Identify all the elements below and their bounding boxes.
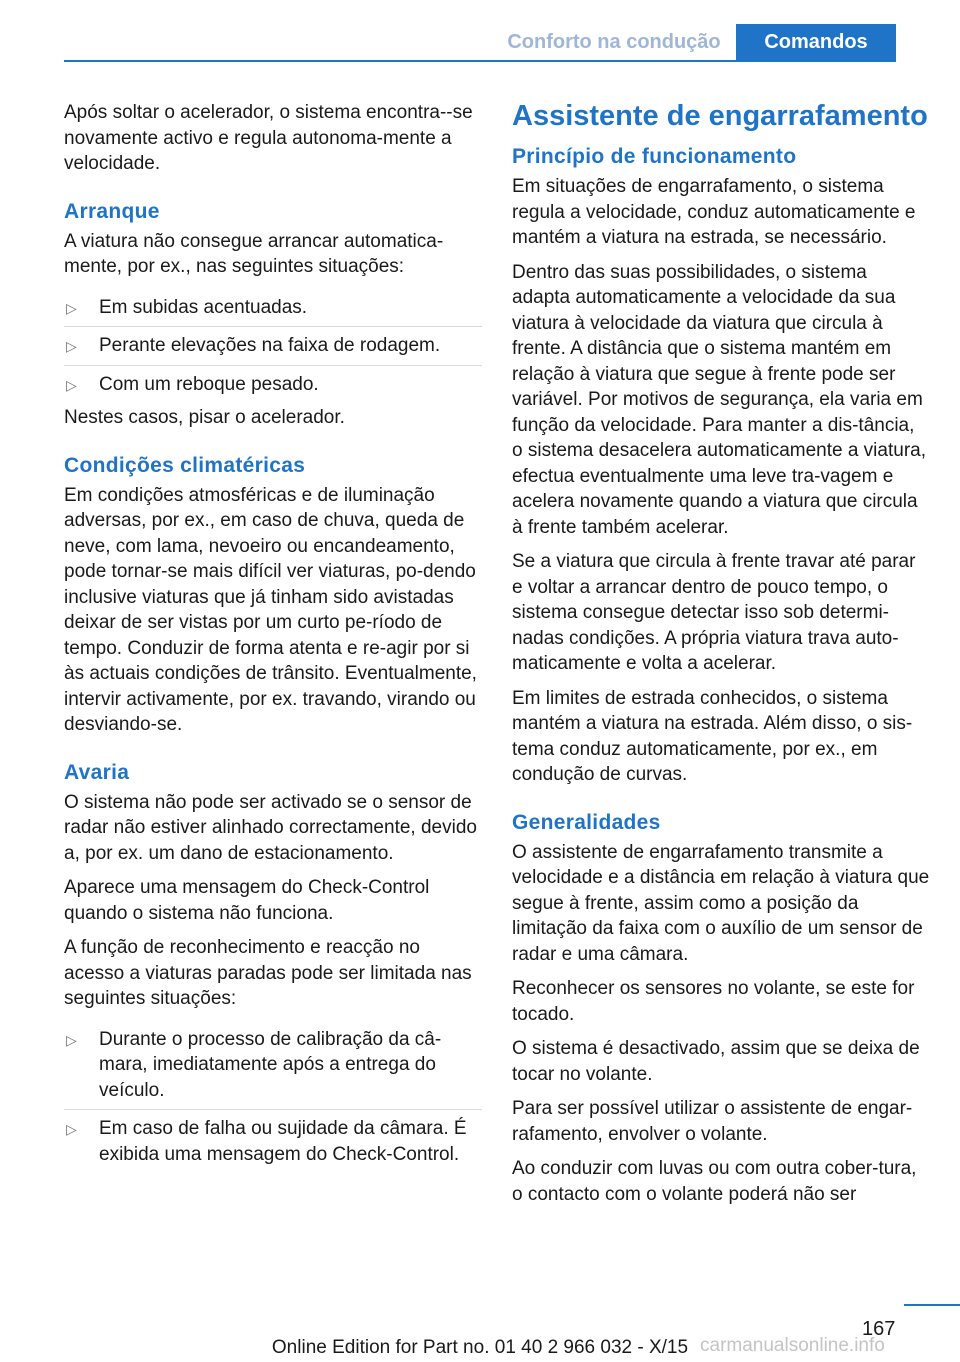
avaria-p3: A função de reconhecimento e reacção no acesso a viaturas paradas pode ser limitada nas seguintes situações: (64, 937, 472, 1009)
edition-footer: Online Edition for Part no. 01 40 2 966 032 - X/15 (271, 1337, 689, 1358)
list-item: ▷ Com um reboque pesado. (64, 366, 482, 404)
arranque-after: Nestes casos, pisar o acelerador. (64, 407, 345, 428)
generalidades-p2: Reconhecer os sensores no volante, se este for tocado. (512, 978, 915, 1025)
arranque-list (64, 289, 482, 404)
chapter-tab[interactable]: Comandos (736, 24, 896, 61)
list-item: ▷ Durante o processo de calibração da câ-mara, imediatamente após a entrega do veículo. (64, 1021, 482, 1111)
avaria-heading: Avaria (64, 760, 130, 784)
principio-p3: Se a viatura que circula à frente travar até parar e voltar a arrancar dentro de pouco tempo, o sistema consegue detectar isso sob determi-nadas condições. A própria viatura trava auto-maticamente e volta a acelerar. (512, 551, 916, 674)
avaria-p2: Aparece uma mensagem do Check-Control quando o sistema não funciona. (64, 877, 430, 924)
list-item: ▷ Em subidas acentuadas. (64, 289, 482, 328)
triangle-bullet-icon: ▷ (66, 338, 77, 354)
list-item: ▷ Em caso de falha ou sujidade da câmara. É exibida uma mensagem do Check-Control. (66, 1118, 467, 1165)
condicoes-heading: Condições climatéricas (64, 453, 306, 477)
generalidades-p3: O sistema é desactivado, assim que se deixa de tocar no volante. (512, 1038, 920, 1085)
header-rule (64, 60, 896, 62)
page-number-rule (904, 1304, 960, 1306)
generalidades-p1: O assistente de engarrafamento transmite a velocidade e a distância em relação à viatura que segue à frente, assim como a posição da limitação da faixa com o auxílio de um sensor de radar e uma câmara. (512, 841, 930, 965)
principio-p1: Em situações de engarrafamento, o sistema regula a velocidade, conduz automaticamente e mantém a viatura na estrada, se necessário. (512, 176, 916, 248)
intro-paragraph: Após soltar o acelerador, o sistema encontra--se novamente activo e regula autonoma-mente a velocidade. (64, 102, 473, 174)
watermark: carmanualsonline.info (700, 1335, 885, 1356)
page-number: 167 (862, 1318, 896, 1340)
triangle-bullet-icon: ▷ (66, 299, 77, 316)
list-item: ▷ Perante elevações na faixa de rodagem. (64, 327, 482, 366)
generalidades-p5: Ao conduzir com luvas ou com outra cober-tura, o contacto com o volante poderá não ser (512, 1158, 917, 1205)
page-title: Assistente de engarrafamento (512, 100, 928, 132)
triangle-bullet-icon: ▷ (66, 376, 77, 393)
principio-p2: Dentro das suas possibilidades, o sistema adapta automaticamente a velocidade da sua viatura à velocidade da viatura que circula à frente. A distância que o sistema mantém em relação à viatura que segue à frente pode ser variável. Por motivos de segurança, ela varia em função da velocidade. Para manter a dis-tância, o sistema desacelera automaticamente a viatura, efectua eventualmente uma leve tra-vagem e acelera novamente quando a viatura que circula à frente também acelerar. (512, 261, 926, 538)
arranque-heading: Arranque (64, 199, 160, 223)
right-column (512, 100, 930, 1216)
generalidades-heading: Generalidades (512, 810, 661, 834)
section-tab[interactable]: Conforto na condução (507, 31, 721, 53)
avaria-p1: O sistema não pode ser activado se o sensor de radar não estiver alinhado correctamente, devido a, por ex. um dano de estacionamento. (64, 791, 477, 864)
avaria-list (64, 1021, 482, 1174)
left-column (64, 100, 482, 1173)
triangle-bullet-icon: ▷ (66, 1121, 77, 1137)
arranque-text: A viatura não consegue arrancar automatica-mente, por ex., nas seguintes situações: (64, 230, 444, 277)
principio-heading: Princípio de funcionamento (512, 145, 797, 168)
principio-p4: Em limites de estrada conhecidos, o sistema mantém a viatura na estrada. Além disso, o sis-tema conduz automaticamente, por ex., em condução de curvas. (512, 687, 913, 785)
triangle-bullet-icon: ▷ (66, 1031, 77, 1048)
generalidades-p4: Para ser possível utilizar o assistente de engar-rafamento, envolver o volante. (512, 1098, 913, 1145)
condicoes-text: Em condições atmosféricas e de iluminação adversas, por ex., em caso de chuva, queda de neve, com lama, nevoeiro ou encandeamento, pode tornar-se mais difícil ver viaturas, po-dendo inclusive viaturas que já tinham sido avistadas deixar de ser vistas por um curto pe-ríodo de tempo. Conduzir de forma atenta e re-agir por si às actuais condições de trânsito. Eventualmente, intervir activamente, por ex. travando, virando ou desviando-se. (64, 484, 477, 735)
